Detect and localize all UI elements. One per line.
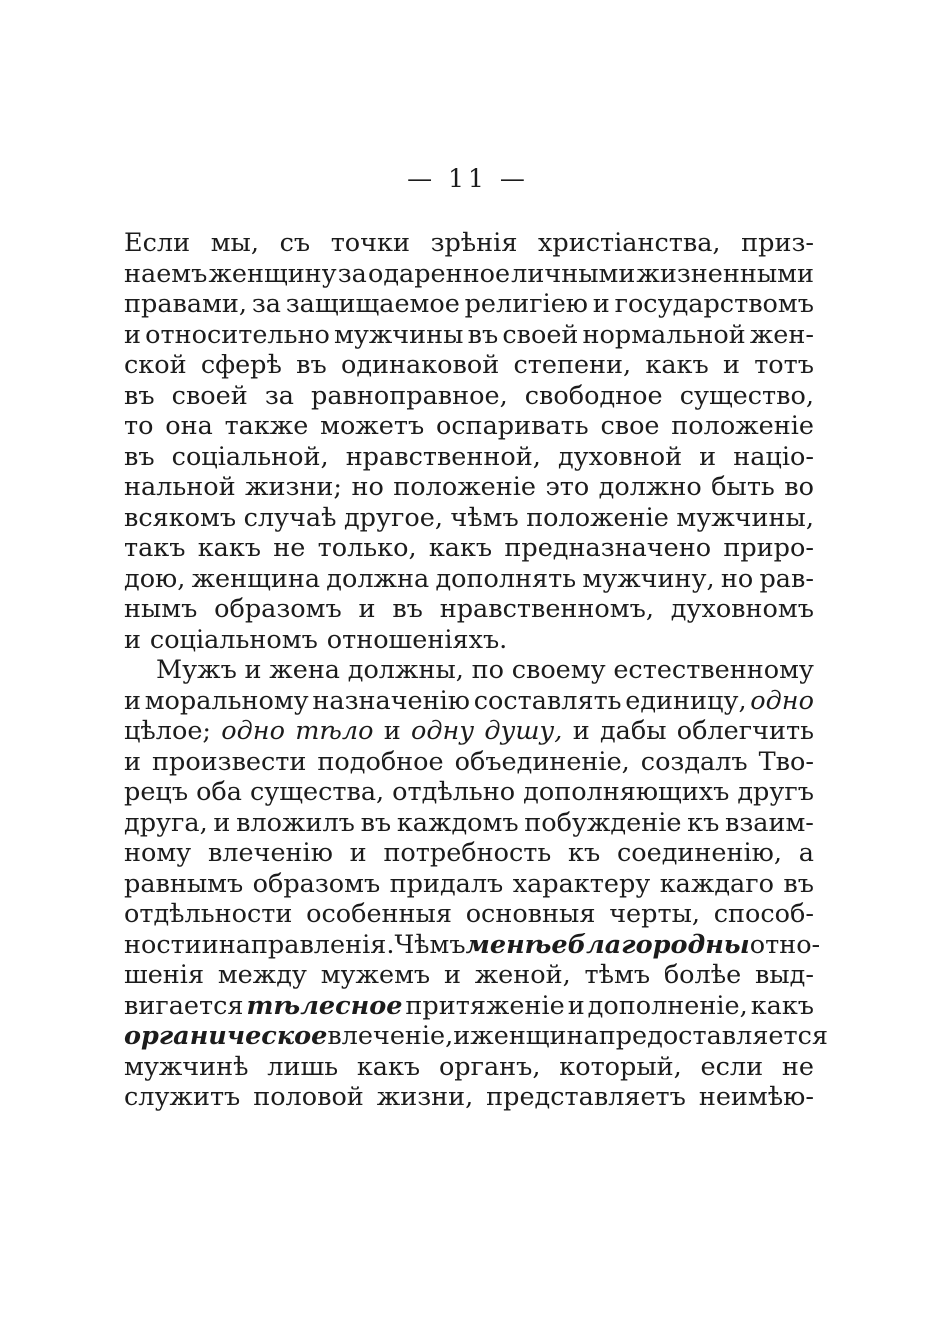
text-line: и произвести подобное объединеніе, создалъ Тво- <box>124 746 814 777</box>
text-line: органическое влеченіе, и женщина предоставляется <box>124 1021 828 1051</box>
text-line: въ своей за равноправное, свободное существо, <box>124 380 814 411</box>
text-line: такъ какъ не только, какъ предназначено приро- <box>124 533 814 563</box>
text-line: рецъ оба существа, отдѣльно дополняющихъ другъ <box>124 777 814 807</box>
text-line: Если мы, съ точки зрѣнія христіанства, приз- <box>124 228 814 258</box>
text-line: ской сферѣ въ одинаковой степени, какъ и тотъ <box>124 350 814 380</box>
text-line: ности и направленія. Чѣмъ менѣе благородны отно- <box>124 929 821 960</box>
text-line: вигается тѣлесное притяженіе и дополненіе, какъ <box>124 990 814 1021</box>
body-text <box>124 228 828 1113</box>
text-line: правами, за защищаемое религіею и государствомъ <box>124 289 814 319</box>
text-line: наемъ женщину за одаренное личными жизненными <box>124 258 814 289</box>
text-line: друга, и вложилъ въ каждомъ побужденіе къ взаим- <box>124 807 814 838</box>
text-line: отдѣльности особенныя основныя черты, способ- <box>124 899 814 929</box>
text-line: цѣлое; одно тѣло и одну душу, и дабы облегчить <box>124 716 814 746</box>
text-line: мужчинѣ лишь какъ органъ, который, если не <box>124 1051 814 1082</box>
text-line: шенія между мужемъ и женой, тѣмъ болѣе выд- <box>124 960 814 990</box>
text-line: служитъ половой жизни, представляетъ неимѣю- <box>124 1082 814 1112</box>
text-line: нымъ образомъ и въ нравственномъ, духовномъ <box>124 594 814 624</box>
text-line: то она также можетъ оспаривать свое положеніе <box>124 411 814 441</box>
text-line: ному влеченію и потребность къ соединенію, а <box>124 838 814 868</box>
text-line: всякомъ случаѣ другое, чѣмъ положеніе мужчины, <box>124 502 814 533</box>
text-line: равнымъ образомъ придалъ характеру каждаго въ <box>124 868 814 899</box>
text-line: дою, женщина должна дополнять мужчину, но рав- <box>124 563 814 594</box>
text-line: въ соціальной, нравственной, духовной и націо- <box>124 441 814 472</box>
text-line: и относительно мужчины въ своей нормальной жен- <box>124 319 814 350</box>
page-number: — 11 — <box>407 164 529 193</box>
text-line: нальной жизни; но положеніе это должно быть во <box>124 472 814 502</box>
text-line: и моральному назначенію составлять единицу, одно <box>124 685 814 716</box>
text-line: и соціальномъ отношеніяхъ. <box>124 624 508 655</box>
text-line: Мужъ и жена должны, по своему естественному <box>156 655 814 685</box>
